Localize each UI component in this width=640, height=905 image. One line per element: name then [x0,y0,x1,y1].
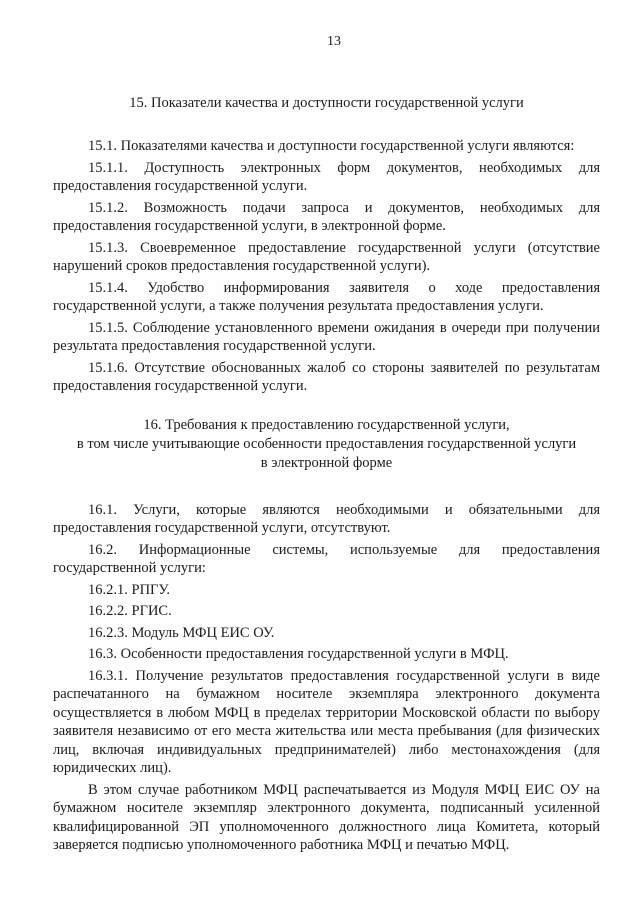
paragraph-16-3-1: 16.3.1. Получение результатов предоставления государственной услуги в виде распечатанного на бумажном носителе экземпляра электронного документа осуществляется в любом МФЦ в пределах территории Московской области по выбору заявителя независимо от его места жительства или места пребывания (для физических лиц, включая индивидуальных предпринимателей) либо местонахождения (для юридических лиц). [53,667,600,776]
paragraph-16-3: 16.3. Особенности предоставления государственной услуги в МФЦ. [88,646,509,662]
paragraph-15-1-2: 15.1.2. Возможность подачи запроса и документов, необходимых для предоставления государственной услуги, в электронной форме. [53,199,600,234]
paragraph-16-2: 16.2. Информационные системы, используемые для предоставления государственной услуги: [53,541,600,576]
paragraph-mfc-printout: В этом случае работником МФЦ распечатывается из Модуля МФЦ ЕИС ОУ на бумажном носителе экземпляр электронного документа, подписанный усиленной квалифицированной ЭП уполномоченного должностного лица Комитета, который заверяется подписью уполномоченного работника МФЦ и печатью МФЦ. [53,781,600,853]
paragraph-15-1-1: 15.1.1. Доступность электронных форм документов, необходимых для предоставления государственной услуги. [53,159,600,194]
section-16-heading-line-3: в электронной форме [260,454,393,471]
paragraph-15-1-4: 15.1.4. Удобство информирования заявителя о ходе предоставления государственной услуги, а также получения результата предоставления услуги. [53,279,600,314]
paragraph-15-1-3: 15.1.3. Своевременное предоставление государственной услуги (отсутствие нарушений сроков предоставления государственной услуги). [53,239,600,274]
paragraph-16-2-3: 16.2.3. Модуль МФЦ ЕИС ОУ. [88,624,275,641]
page-number: 13 [327,34,341,49]
paragraph-15-1-6: 15.1.6. Отсутствие обоснованных жалоб со стороны заявителей по результатам предоставления государственной услуги. [53,359,600,394]
section-15-heading: 15. Показатели качества и доступности государственной услуги [129,95,524,111]
paragraph-15-1-5: 15.1.5. Соблюдение установленного времени ожидания в очереди при получении результата предоставления государственной услуги. [53,319,600,354]
section-16-heading [53,416,600,473]
section-16-heading-line-1: 16. Требования к предоставлению государственной услуги, [143,416,510,433]
paragraph-16-2-2: 16.2.2. РГИС. [88,603,172,619]
paragraph-16-2-1: 16.2.1. РПГУ. [88,581,170,598]
section-16-heading-line-2: в том числе учитывающие особенности предоставления государственной услуги [76,435,577,452]
paragraph-15-1: 15.1. Показателями качества и доступности государственной услуги являются: [88,138,575,154]
paragraph-16-1: 16.1. Услуги, которые являются необходимыми и обязательными для предоставления государственной услуги, отсутствуют. [53,501,600,536]
